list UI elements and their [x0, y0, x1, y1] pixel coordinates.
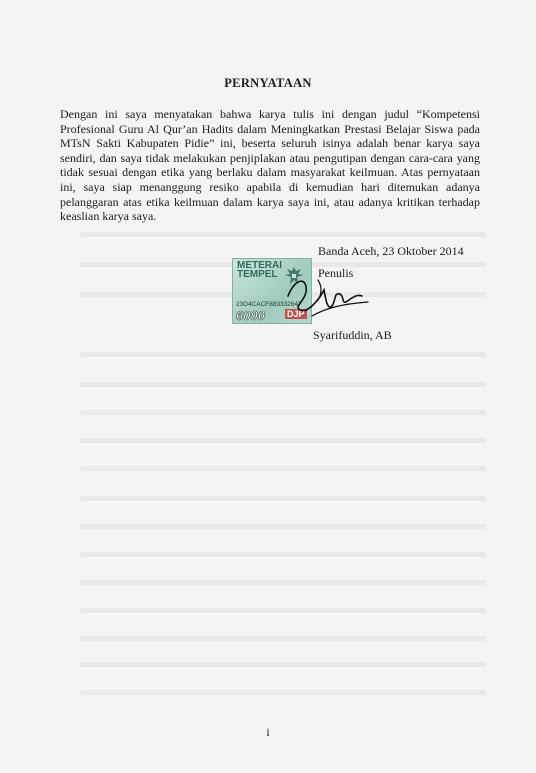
stamp-brand: DJP [287, 309, 305, 319]
bleed-through-line [80, 410, 486, 415]
signer-role: Penulis [318, 266, 354, 280]
page-number: i [266, 725, 270, 739]
bleed-through-line [80, 232, 486, 237]
bleed-through-line [80, 636, 486, 641]
bleed-through-line [80, 352, 486, 357]
stamp-value: 6000 [236, 308, 265, 323]
bleed-through-line [80, 382, 486, 387]
bleed-through-line [80, 438, 486, 443]
bleed-through-line [80, 580, 486, 585]
signer-name: Syarifuddin, AB [313, 328, 392, 342]
bleed-through-line [80, 466, 486, 471]
bleed-through-line [80, 662, 486, 667]
document-title: PERNYATAAN [224, 76, 312, 90]
statement-paragraph: Dengan ini saya menyatakan bahwa karya tulis ini dengan judul “Kompetensi Profesional Guru Al Qur’an Hadits dalam Meningkatkan Prestasi Belajar Siswa pada MTsN Sakti Kabupaten Pidie” ini, beserta seluruh isinya adalah benar karya saya sendiri, dan saya tidak melakukan penjiplakan atau pengutipan dengan cara-cara yang tidak sesuai dengan etika yang berlaku dalam masyarakat keilmuan. Atas pernyataan ini, saya siap menanggung resiko apabila di kemudian hari ditemukan adanya pelanggaran atas etika keilmuan dalam karya saya ini, atau adanya kritikan terhadap keaslian karya saya. [60, 107, 480, 224]
bleed-through-line [80, 552, 486, 557]
place-date: Banda Aceh, 23 Oktober 2014 [318, 244, 464, 258]
bleed-through-line [80, 496, 486, 501]
bleed-through-line [80, 690, 486, 695]
stamp-label: METERAI TEMPEL [237, 260, 282, 280]
bleed-through-line [80, 608, 486, 613]
bleed-through-line [80, 524, 486, 529]
stamp-code: 23D4CACF883332647 [236, 301, 302, 308]
